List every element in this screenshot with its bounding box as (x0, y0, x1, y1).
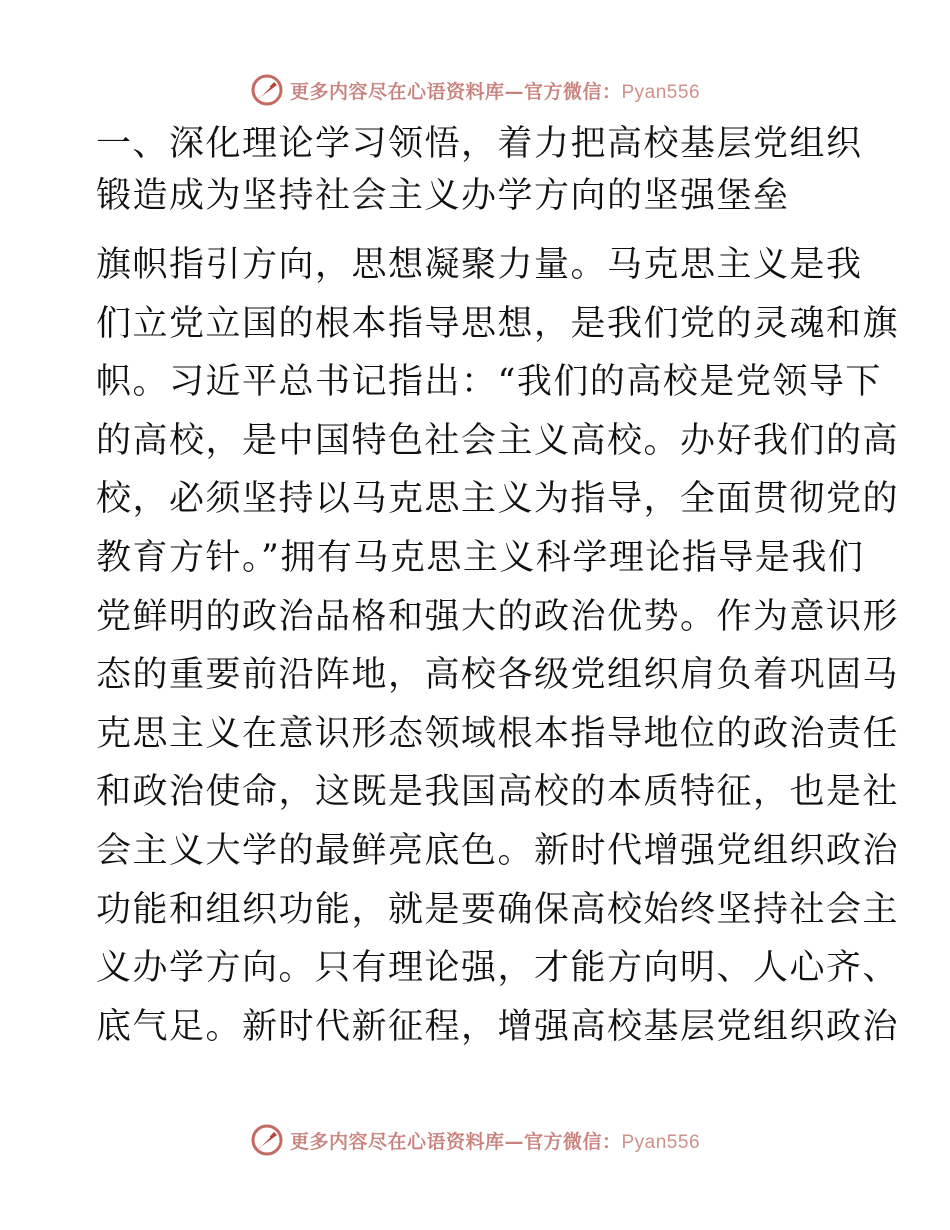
body-line: 校，必须坚持以马克思主义为指导，全面贯彻党的 (96, 479, 900, 520)
body-line: 们立党立国的根本指导思想，是我们党的灵魂和旗 (96, 303, 900, 344)
document-content (96, 118, 900, 1056)
body-line: 底气足。新时代新征程，增强高校基层党组织政治 (96, 1006, 900, 1047)
watermark-footer (0, 1120, 950, 1160)
body-line: 教育方针。”拥有马克思主义科学理论指导是我们 (96, 537, 865, 578)
section-heading (96, 118, 863, 222)
watermark-text: 更多内容尽在心语资料库—官方微信：Pyan556 (289, 1130, 701, 1153)
body-line: 会主义大学的最鲜亮底色。新时代增强党组织政治 (96, 830, 900, 871)
body-line: 义办学方向。只有理论强，才能方向明、人心齐、 (96, 948, 900, 989)
body-line: 克思主义在意识形态领域根本指导地位的政治责任 (96, 713, 900, 754)
heading-line: 一、深化理论学习领悟，着力把高校基层党组织 (96, 124, 863, 164)
heading-line: 锻造成为坚持社会主义办学方向的坚强堡垒 (96, 176, 790, 216)
watermark-text: 更多内容尽在心语资料库—官方微信：Pyan556 (289, 80, 701, 103)
body-line: 党鲜明的政治品格和强大的政治优势。作为意识形 (96, 596, 900, 637)
body-line: 态的重要前沿阵地，高校各级党组织肩负着巩固马 (96, 655, 900, 696)
body-line: 的高校，是中国特色社会主义高校。办好我们的高 (96, 420, 900, 461)
body-line: 旗帜指引方向，思想凝聚力量。马克思主义是我 (96, 245, 863, 285)
watermark-header (0, 70, 950, 110)
body-line: 和政治使命，这既是我国高校的本质特征，也是社 (96, 772, 900, 813)
body-line: 功能和组织功能，就是要确保高校始终坚持社会主 (96, 889, 900, 930)
body-paragraph (96, 236, 900, 1056)
quill-logo-icon (250, 1123, 284, 1157)
body-line: 帜。习近平总书记指出：“我们的高校是党领导下 (96, 362, 882, 403)
quill-logo-icon (250, 73, 284, 107)
